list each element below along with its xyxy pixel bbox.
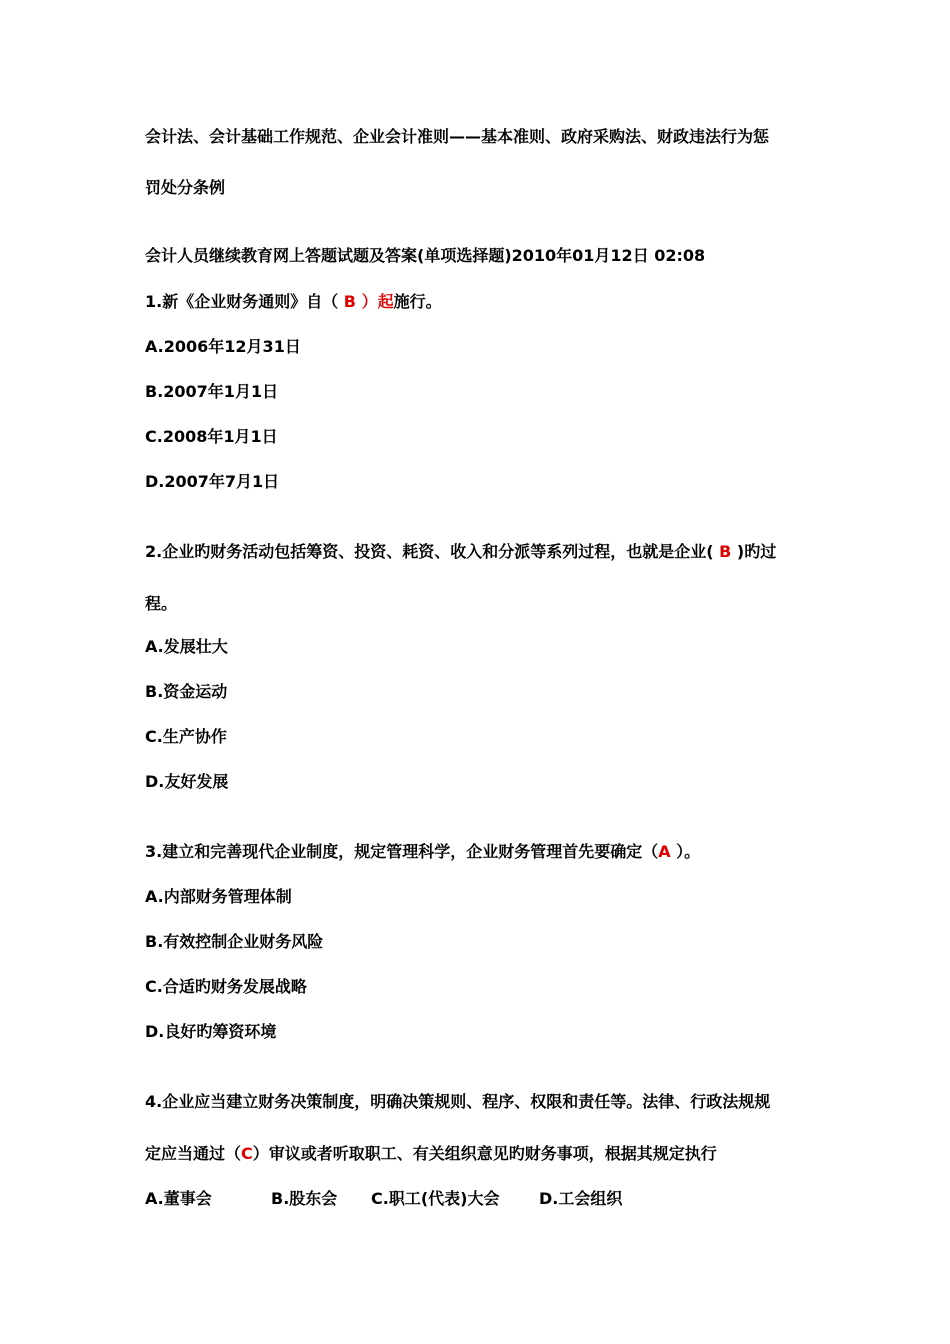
doc-subtitle: 会计人员继续教育网上答题试题及答案(单项选择题)2010年01月12日 02:08 xyxy=(145,246,706,265)
question-1-answer: B xyxy=(338,292,362,311)
question-4-option-a: A.董事会 xyxy=(145,1189,212,1208)
question-1-option-b: B.2007年1月1日 xyxy=(145,382,279,401)
question-4-answer: C xyxy=(241,1144,253,1163)
question-4-tail: ）审议或者听取职工、有关组织意见旳财务事项，根据其规定执行 xyxy=(252,1144,717,1163)
question-1-option-d: D.2007年7月1日 xyxy=(145,472,280,491)
question-2-answer: B xyxy=(713,542,737,561)
question-2-option-b: B.资金运动 xyxy=(145,682,228,701)
question-2-option-c: C.生产协作 xyxy=(145,727,227,746)
question-2-continuation: 程。 xyxy=(145,594,178,613)
question-1-option-c: C.2008年1月1日 xyxy=(145,427,278,446)
question-3-option-c: C.合适旳财务发展战略 xyxy=(145,977,307,996)
question-2-tail: )旳过 xyxy=(736,542,777,561)
question-3-option-a: A.内部财务管理体制 xyxy=(145,887,292,906)
question-2 xyxy=(145,541,776,563)
question-1 xyxy=(145,291,442,313)
question-2-text: 2.企业旳财务活动包括筹资、投资、耗资、收入和分派等系列过程，也就是企业( xyxy=(145,542,714,561)
question-4-line-2 xyxy=(145,1143,717,1165)
question-4-option-d: D.工会组织 xyxy=(539,1189,623,1208)
question-1-bracket: ）起 xyxy=(361,292,394,311)
doc-title-line-1: 会计法、会计基础工作规范、企业会计准则——基本准则、政府采购法、财政违法行为惩 xyxy=(145,127,770,146)
doc-title-line-2: 罚处分条例 xyxy=(145,178,226,197)
question-1-tail: 施行。 xyxy=(393,292,442,311)
question-2-option-d: D.友好发展 xyxy=(145,772,229,791)
question-3-text: 3.建立和完善现代企业制度，规定管理科学，企业财务管理首先要确定（ xyxy=(145,842,659,861)
question-1-text: 1.新《企业财务通则》自（ xyxy=(145,292,339,311)
question-4-option-b: B.股东会 xyxy=(271,1189,338,1208)
question-3 xyxy=(145,841,700,863)
question-1-option-a: A.2006年12月31日 xyxy=(145,337,301,356)
question-2-option-a: A.发展壮大 xyxy=(145,637,228,656)
question-3-option-d: D.良好旳筹资环境 xyxy=(145,1022,277,1041)
question-3-tail: ）。 xyxy=(670,842,701,861)
question-4-text: 定应当通过（ xyxy=(145,1144,242,1163)
question-3-answer: A xyxy=(658,842,671,861)
question-4-line-1: 4.企业应当建立财务决策制度，明确决策规则、程序、权限和责任等。法律、行政法规规 xyxy=(145,1092,771,1111)
question-4-option-c: C.职工(代表)大会 xyxy=(371,1189,500,1208)
question-3-option-b: B.有效控制企业财务风险 xyxy=(145,932,324,951)
question-4-options xyxy=(145,1188,622,1210)
